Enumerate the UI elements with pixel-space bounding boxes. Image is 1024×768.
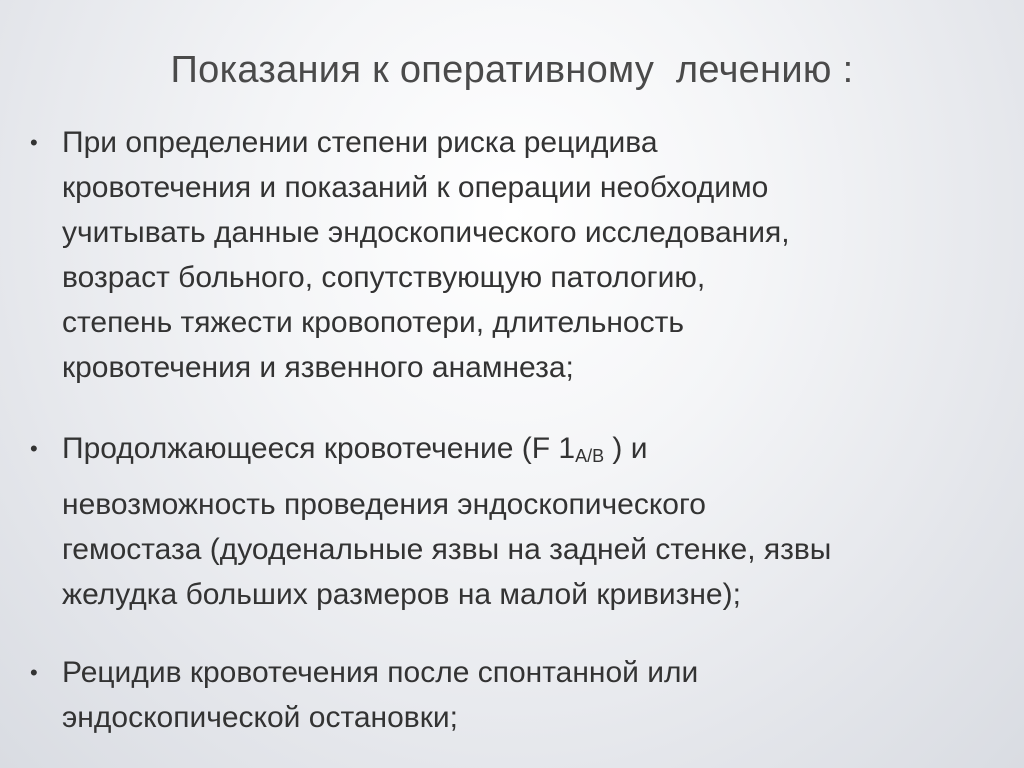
bullet-text-line: кровотечения и показаний к операции необходимо <box>62 171 769 204</box>
bullet-text-line: При определении степени риска рецидива <box>62 126 658 159</box>
slide-title: Показания к оперативному лечению : <box>170 49 854 91</box>
bullet-item-ongoing-bleeding <box>30 423 1000 617</box>
bullet-text-line: эндоскопической остановки; <box>62 701 458 734</box>
bullet-item-risk-assessment <box>30 120 1000 390</box>
bullet-text-line: гемостаза (дуоденальные язвы на задней стенке, язвы <box>62 533 832 566</box>
bullet-marker: • <box>30 130 38 155</box>
bullet-text-line: кровотечения и язвенного анамнеза; <box>62 351 574 384</box>
bullet-text-line: Рецидив кровотечения после спонтанной или <box>62 656 699 689</box>
bullet-text-line: невозможность проведения эндоскопического <box>62 488 706 521</box>
bullet-text-line <box>62 423 1000 482</box>
forrest-class-subscript: A/B <box>575 446 605 466</box>
bullet-marker: • <box>30 436 38 461</box>
bullet-text-fragment: Продолжающееся кровотечение (F 1 <box>62 432 576 465</box>
bullet-text-line: учитывать данные эндоскопического исследования, <box>62 216 790 249</box>
bullet-text-line: желудка больших размеров на малой кривизне); <box>62 578 741 611</box>
bullet-list <box>30 120 1000 740</box>
bullet-item-recurrent-bleeding <box>30 650 1000 740</box>
bullet-marker: • <box>30 660 38 685</box>
bullet-text-line: степень тяжести кровопотери, длительность <box>62 306 684 339</box>
bullet-text-fragment: ) и <box>604 432 648 465</box>
bullet-text-line: возраст больного, сопутствующую патологию, <box>62 261 706 294</box>
